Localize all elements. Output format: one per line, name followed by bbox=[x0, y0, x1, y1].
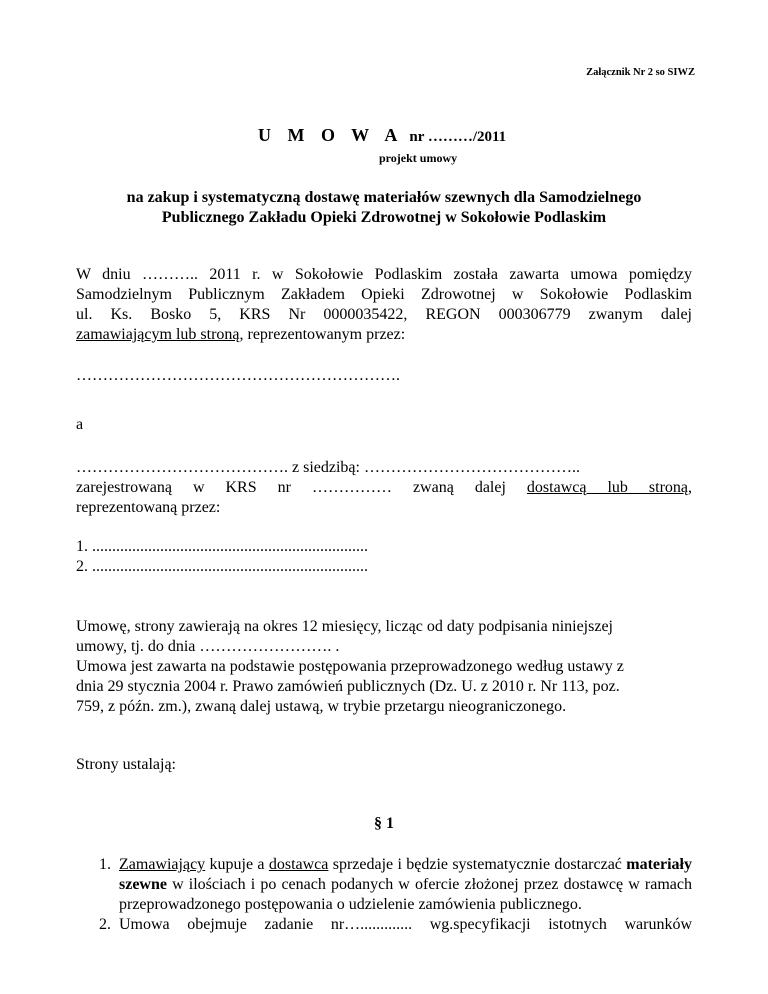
intro-paragraph bbox=[76, 265, 692, 345]
title-number: nr ………/2011 bbox=[409, 129, 507, 145]
item-2-number: 2. bbox=[99, 916, 111, 933]
section-1-item-2 bbox=[76, 915, 692, 935]
term-line-4: dnia 29 stycznia 2004 r. Prawo zamówień publicznych (Dz. U. z 2010 r. Nr 113, poz. bbox=[76, 678, 620, 695]
supplier-line-3: reprezentowaną przez: bbox=[76, 499, 221, 516]
term-line-3: Umowa jest zawarta na podstawie postępowania przeprowadzonego według ustawy z bbox=[76, 658, 624, 675]
item-1-number: 1. bbox=[99, 856, 111, 873]
document-title bbox=[258, 125, 506, 146]
intro-line-4 bbox=[76, 325, 692, 345]
conjunction-a: a bbox=[76, 416, 84, 433]
ordering-party-representative-dots: ……………………………………………………. bbox=[76, 367, 400, 384]
supplier-term: dostawcą lub stroną bbox=[526, 479, 689, 496]
term-line-2: umowy, tj. do dnia ……………………. . bbox=[76, 638, 340, 655]
subject-line-2: Publicznego Zakładu Opieki Zdrowotnej w Sokołowie Podlaskim bbox=[161, 209, 607, 226]
term-line-5: 759, z późn. zm.), zwaną dalej ustawą, w trybie przetargu nieograniczonego. bbox=[76, 698, 567, 715]
contract-subject bbox=[76, 188, 692, 228]
item-1-text-1: kupuje a bbox=[205, 856, 269, 873]
supplier-word: dostawca bbox=[268, 856, 329, 873]
materials-term: materiały szewne bbox=[119, 856, 692, 893]
intro-line-1: W dniu ……….. 2011 r. w Sokołowie Podlaskim została zawarta umowa pomiędzy bbox=[76, 266, 692, 283]
item-1-text-2: sprzedaje i będzie systematycznie dostarczać bbox=[328, 856, 627, 873]
representative-item-1: 1. ..................................................................... bbox=[76, 538, 368, 555]
attachment-label: Załącznik Nr 2 so SIWZ bbox=[586, 67, 695, 78]
subject-line-1: na zakup i systematyczną dostawę materiałów szewnych dla Samodzielnego bbox=[126, 189, 642, 206]
section-1-heading: § 1 bbox=[374, 815, 394, 832]
term-line-1: Umowę, strony zawierają na okres 12 miesięcy, licząc od daty podpisania niniejszej bbox=[76, 618, 613, 635]
section-1-item-1 bbox=[76, 855, 692, 915]
ordering-party-term: zamawiającym lub stroną, bbox=[76, 326, 244, 343]
document-subtitle: projekt umowy bbox=[379, 151, 458, 165]
supplier-line-2 bbox=[76, 478, 692, 498]
ordering-party-word: Zamawiający bbox=[119, 856, 206, 873]
term-paragraph bbox=[76, 617, 692, 717]
agreement-intro: Strony ustalają: bbox=[76, 756, 176, 773]
supplier-line-2-start: zarejestrowaną w KRS nr …………… zwaną dalej bbox=[76, 479, 527, 496]
title-word: U M O W A bbox=[258, 125, 404, 145]
intro-line-3: ul. Ks. Bosko 5, KRS Nr 0000035422, REGON 000306779 zwanym dalej bbox=[76, 306, 692, 323]
supplier-paragraph bbox=[76, 458, 692, 518]
section-1-list bbox=[76, 855, 692, 935]
intro-line-2: Samodzielnym Publicznym Zakładem Opieki Zdrowotnej w Sokołowie Podlaskim bbox=[76, 286, 692, 303]
representatives-list bbox=[76, 537, 692, 577]
representative-item-2: 2. ..................................................................... bbox=[76, 558, 368, 575]
item-1-text-3: w ilościach i po cenach podanych w ofercie złożonej przez dostawcę w ramach przeprowadzonego postępowania o udzielenie zamówienia publicznego. bbox=[119, 876, 692, 913]
item-2-text: Umowa obejmuje zadanie nr…............. wg.specyfikacji istotnych warunków bbox=[119, 916, 692, 933]
supplier-line-2-end: , bbox=[688, 479, 693, 496]
intro-line-4-rest: reprezentowanym przez: bbox=[243, 326, 406, 343]
supplier-line-1: …………………………………. z siedzibą: ………………………………….. bbox=[76, 459, 580, 476]
